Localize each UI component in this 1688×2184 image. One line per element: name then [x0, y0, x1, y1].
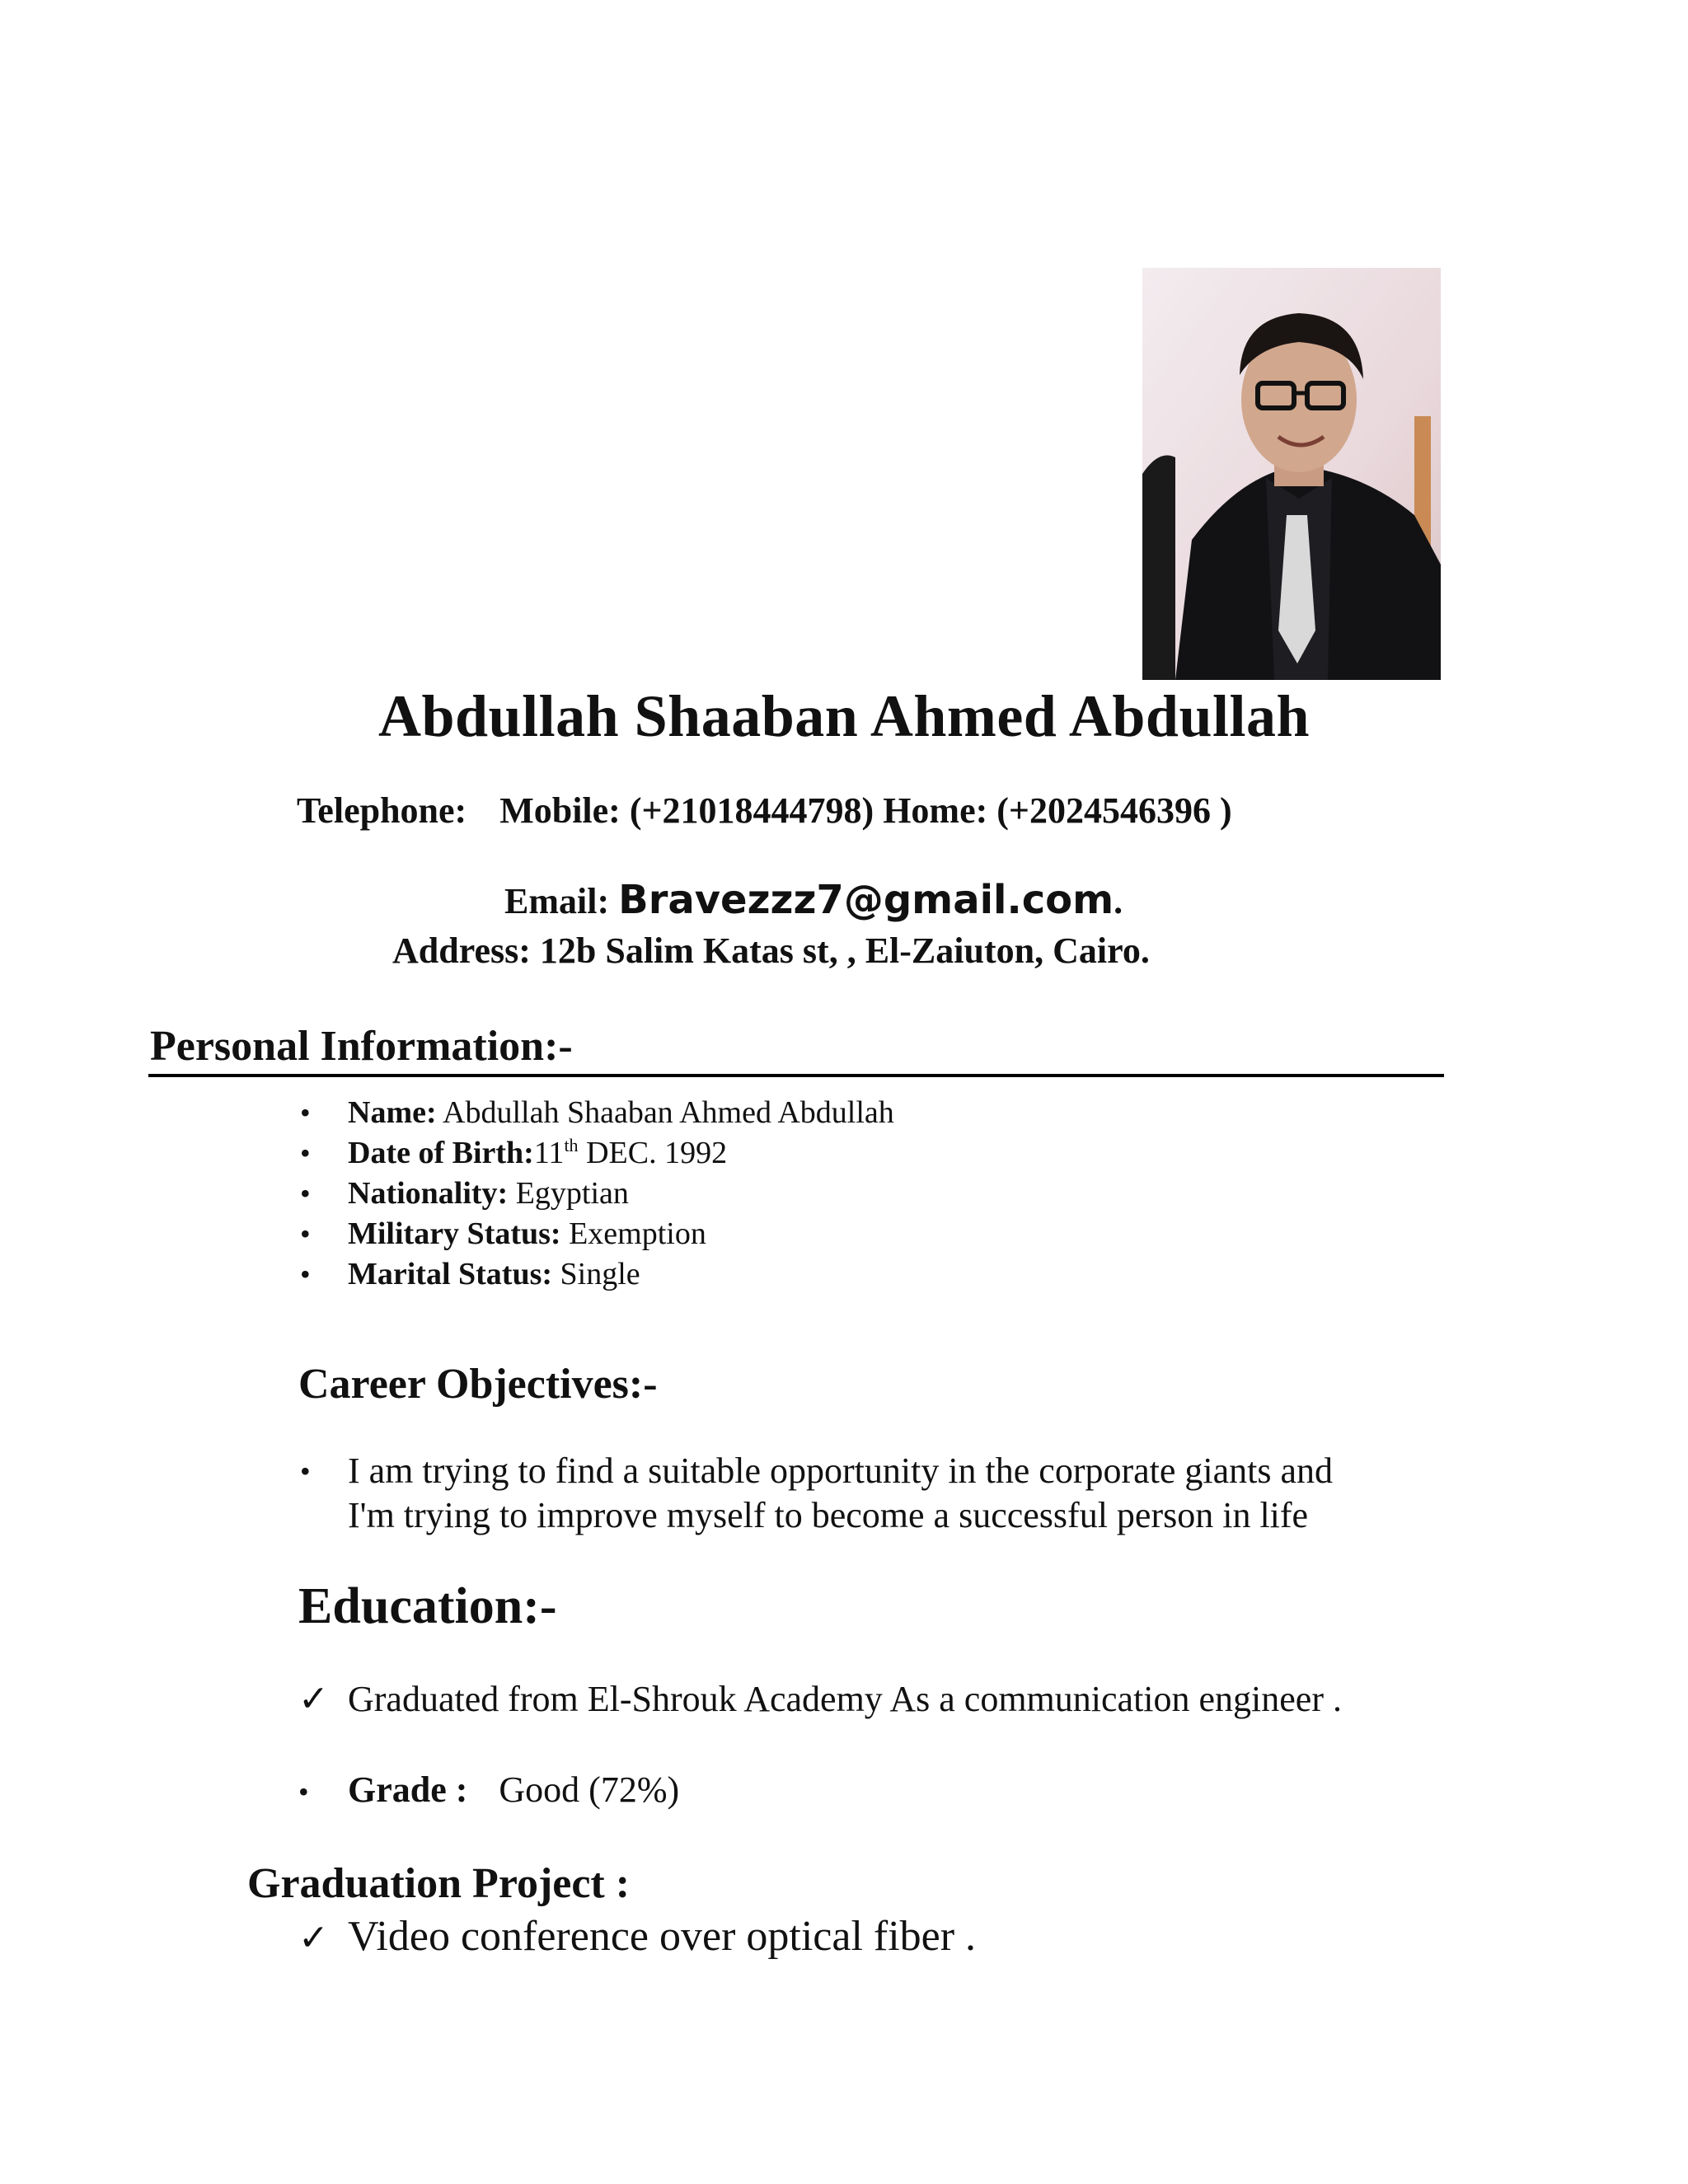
objective-line: I'm trying to improve myself to become a successful person in life [348, 1495, 1309, 1535]
item-value: DEC. 1992 [578, 1136, 728, 1170]
bullet-icon: • [300, 1258, 311, 1291]
education-heading [298, 1577, 557, 1636]
bullet-icon: • [300, 1137, 311, 1169]
grade-value: Good (72%) [499, 1769, 680, 1810]
profile-photo [1142, 268, 1441, 680]
item-label: Date of Birth: [348, 1136, 534, 1170]
objective-line: I am trying to find a suitable opportunity in the corporate giants and [348, 1451, 1334, 1491]
item-value: Abdullah Shaaban Ahmed Abdullah [436, 1095, 894, 1130]
portrait-image [1142, 268, 1441, 680]
project-item [298, 1912, 976, 1961]
bullet-icon: • [300, 1217, 311, 1250]
personal-info-list [300, 1093, 894, 1295]
list-item [300, 1214, 894, 1254]
section-divider [148, 1074, 1444, 1077]
list-item [300, 1174, 894, 1214]
career-objectives-heading: Career Objectives:- [298, 1361, 658, 1408]
bullet-icon: • [300, 1177, 311, 1210]
item-value: Exemption [560, 1216, 706, 1251]
item-label: Name: [348, 1095, 437, 1130]
candidate-name: Abdullah Shaaban Ahmed Abdullah [377, 683, 1311, 749]
project-text: Video conference over optical fiber . [348, 1913, 977, 1960]
career-objectives-list [300, 1449, 1334, 1538]
bullet-icon: • [300, 1096, 311, 1129]
item-label: Military Status: [348, 1216, 561, 1251]
item-value: 11 [533, 1136, 565, 1170]
ordinal-suffix: th [564, 1135, 579, 1155]
email-suffix: . [1114, 881, 1123, 921]
personal-info-heading: Personal Information:- [150, 1023, 573, 1070]
bullet-icon: • [298, 1775, 309, 1808]
education-item [298, 1678, 1342, 1720]
email-line [504, 877, 1123, 923]
list-item [300, 1254, 894, 1295]
list-item [300, 1133, 894, 1174]
email-address[interactable]: Bravezzz7@gmail.com [618, 877, 1114, 923]
education-heading-text: Education [298, 1578, 523, 1634]
education-heading-suffix: :- [523, 1578, 557, 1634]
item-label: Marital Status: [348, 1257, 553, 1291]
telephone-label: Telephone: [297, 790, 467, 831]
graduation-project-heading: Graduation Project : [247, 1860, 631, 1907]
email-label: Email: [504, 881, 610, 921]
telephone-line [297, 790, 1232, 832]
list-item [300, 1449, 1334, 1538]
list-item [300, 1093, 894, 1133]
checkmark-icon: ✓ [298, 1918, 329, 1958]
item-label: Nationality: [348, 1176, 509, 1211]
bullet-icon: • [300, 1455, 311, 1488]
address-line: Address: 12b Salim Katas st, , El-Zaiuton, Cairo. [392, 930, 1150, 971]
grade-item [298, 1769, 679, 1811]
checkmark-icon: ✓ [298, 1679, 329, 1719]
item-value: Single [552, 1257, 640, 1291]
education-text: Graduated from El-Shrouk Academy As a communication engineer . [348, 1679, 1342, 1719]
item-value: Egyptian [508, 1176, 629, 1211]
phone-numbers: Mobile: (+21018444798) Home: (+2024546396 ) [499, 790, 1232, 831]
grade-label: Grade : [348, 1769, 468, 1810]
